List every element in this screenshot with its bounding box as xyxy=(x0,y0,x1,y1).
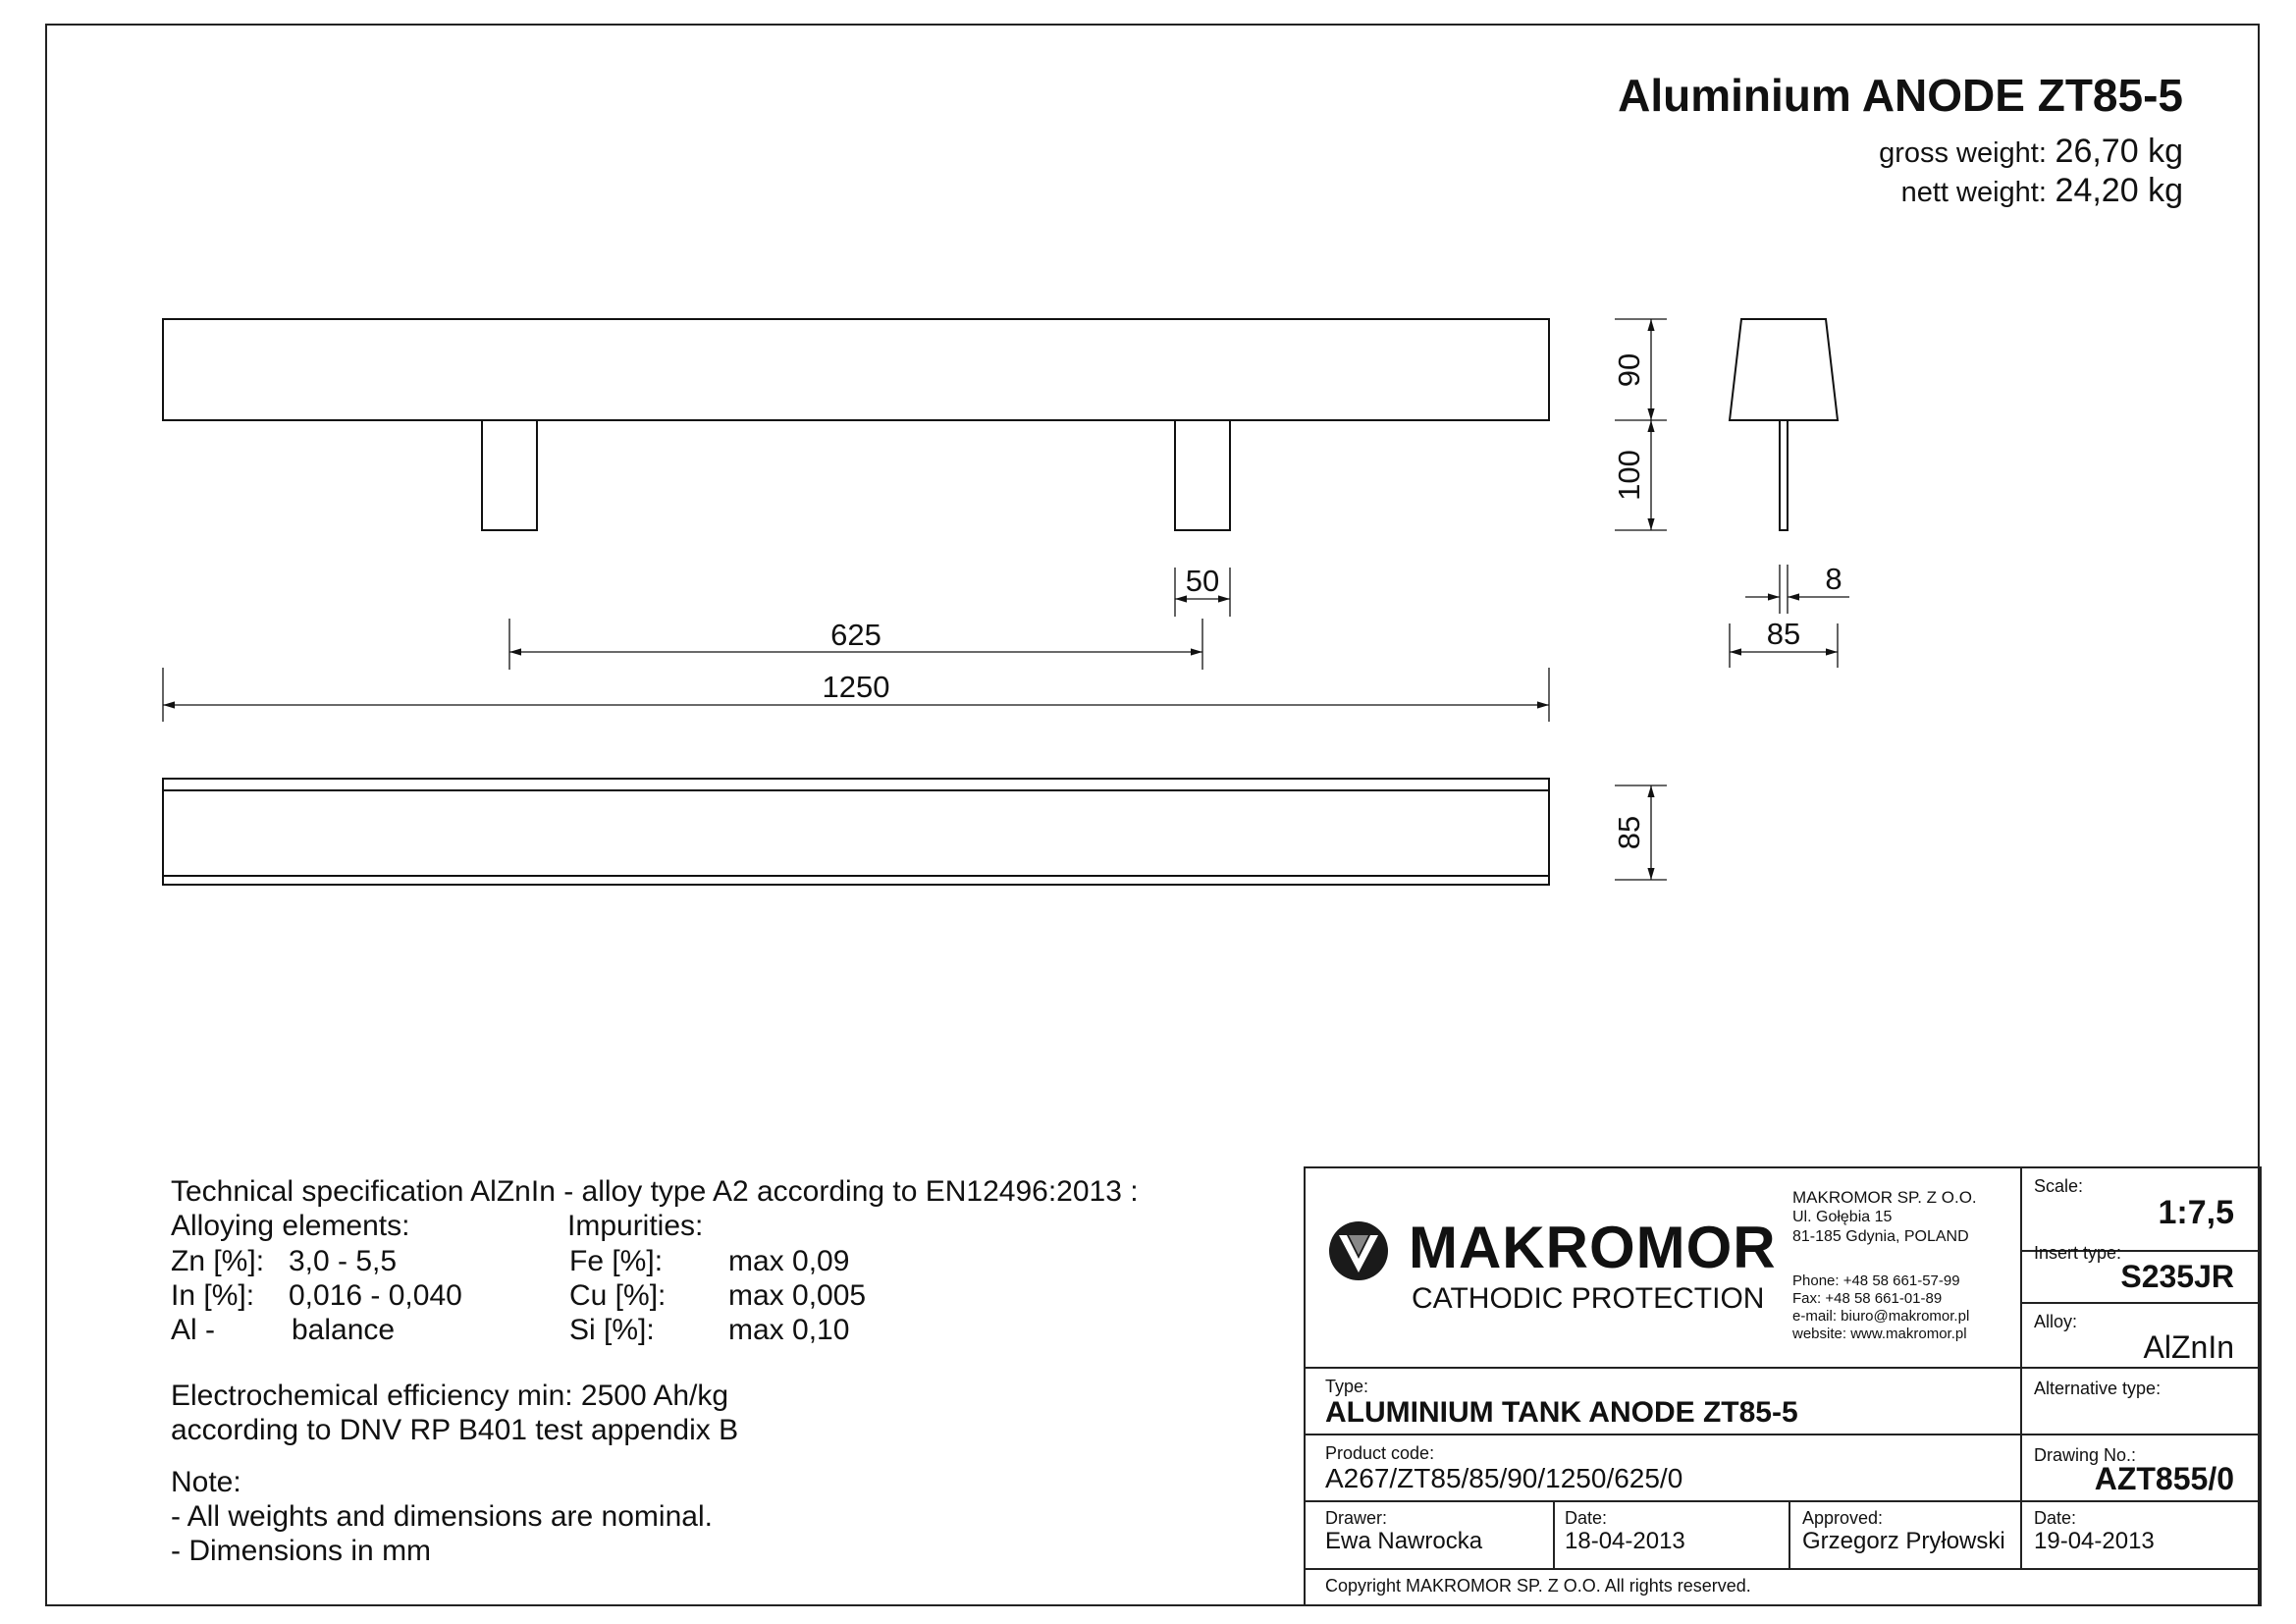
gross-weight-label: gross weight: xyxy=(1879,137,2047,169)
alternative-type-label: Alternative type: xyxy=(2034,1379,2162,1398)
title-block xyxy=(1304,1166,2262,1606)
alloy-in-label: In [%]: xyxy=(171,1279,255,1312)
date1-label: Date: xyxy=(1565,1508,1608,1528)
date1-value: 18-04-2013 xyxy=(1565,1528,1685,1554)
copyright: Copyright MAKROMOR SP. Z O.O. All rights reserved. xyxy=(1325,1576,1751,1596)
insert-type-label: Insert type: xyxy=(2034,1243,2122,1263)
insert-type-value: S235JR xyxy=(2120,1259,2234,1294)
drawer-label: Drawer: xyxy=(1325,1508,1388,1528)
dim-625: 625 xyxy=(830,618,881,652)
efficiency-line2: according to DNV RP B401 test appendix B xyxy=(171,1414,739,1446)
imp-si-value: max 0,10 xyxy=(728,1314,850,1346)
alloy-al-value: balance xyxy=(292,1314,396,1346)
dim-85-bottom: 85 xyxy=(1612,815,1646,850)
drawing-no-label: Drawing No.: xyxy=(2034,1445,2137,1465)
alloy-value: AlZnIn xyxy=(2143,1329,2234,1365)
type-value: ALUMINIUM TANK ANODE ZT85-5 xyxy=(1325,1396,1798,1429)
company-address: MAKROMOR SP. Z O.O. Ul. Gołębia 15 81-185 Gdynia, POLAND xyxy=(1792,1188,1977,1245)
imp-fe-value: max 0,09 xyxy=(728,1245,850,1277)
note-2: - Dimensions in mm xyxy=(171,1535,432,1567)
alloy-in-value: 0,016 - 0,040 xyxy=(289,1279,462,1312)
imp-cu-value: max 0,005 xyxy=(728,1279,867,1312)
date2-value: 19-04-2013 xyxy=(2034,1528,2155,1554)
dim-8: 8 xyxy=(1825,562,1842,596)
anode-body-front xyxy=(163,319,1549,420)
scale-label: Scale: xyxy=(2034,1176,2084,1196)
makromor-logo-icon xyxy=(1327,1219,1390,1282)
approved-value: Grzegorz Pryłowski xyxy=(1802,1528,2005,1554)
anode-end-profile xyxy=(1730,319,1838,420)
nett-weight-label: nett weight: xyxy=(1900,177,2047,208)
alloy-al-label: Al - xyxy=(171,1314,215,1346)
alloying-heading: Alloying elements: xyxy=(171,1210,410,1242)
product-code-value: A267/ZT85/85/90/1250/625/0 xyxy=(1325,1463,1683,1493)
alloy-label: Alloy: xyxy=(2034,1312,2078,1331)
insert-leg-right xyxy=(1175,420,1230,530)
efficiency-line1: Electrochemical efficiency min: 2500 Ah/kg xyxy=(171,1380,729,1412)
dim-50: 50 xyxy=(1185,564,1220,598)
nett-weight-value: 24,20 kg xyxy=(2055,172,2183,209)
type-label: Type: xyxy=(1325,1377,1369,1396)
imp-fe-label: Fe [%]: xyxy=(569,1245,664,1277)
gross-weight-value: 26,70 kg xyxy=(2055,133,2183,170)
company-name: MAKROMOR xyxy=(1409,1215,1777,1280)
drawer-value: Ewa Nawrocka xyxy=(1325,1528,1483,1554)
approved-label: Approved: xyxy=(1802,1508,1884,1528)
date2-label: Date: xyxy=(2034,1508,2077,1528)
dim-100: 100 xyxy=(1612,450,1646,501)
company-tagline: CATHODIC PROTECTION xyxy=(1412,1282,1765,1315)
dim-85-end: 85 xyxy=(1766,617,1801,651)
drawing-title: Aluminium ANODE ZT85-5 xyxy=(1618,70,2183,121)
scale-value: 1:7,5 xyxy=(2158,1194,2234,1231)
imp-cu-label: Cu [%]: xyxy=(569,1279,667,1312)
insert-end xyxy=(1780,420,1788,530)
anode-body-bottom xyxy=(163,779,1549,885)
drawing-no-value: AZT855/0 xyxy=(2094,1461,2234,1496)
spec-heading: Technical specification AlZnIn - alloy type A2 according to EN12496:2013 : xyxy=(171,1175,1139,1208)
insert-leg-left xyxy=(482,420,537,530)
company-contacts: Phone: +48 58 661-57-99 Fax: +48 58 661-01-89 e-mail: biuro@makromor.pl website: www.makromor.pl xyxy=(1792,1272,1970,1342)
alloy-zn-value: 3,0 - 5,5 xyxy=(289,1245,398,1277)
note-1: - All weights and dimensions are nominal. xyxy=(171,1500,713,1533)
impurities-heading: Impurities: xyxy=(567,1210,704,1242)
product-code-label: Product code: xyxy=(1325,1443,1435,1463)
dim-90: 90 xyxy=(1612,352,1646,388)
dim-1250: 1250 xyxy=(822,670,890,704)
note-heading: Note: xyxy=(171,1466,241,1498)
alloy-zn-label: Zn [%]: xyxy=(171,1245,265,1277)
imp-si-label: Si [%]: xyxy=(569,1314,655,1346)
